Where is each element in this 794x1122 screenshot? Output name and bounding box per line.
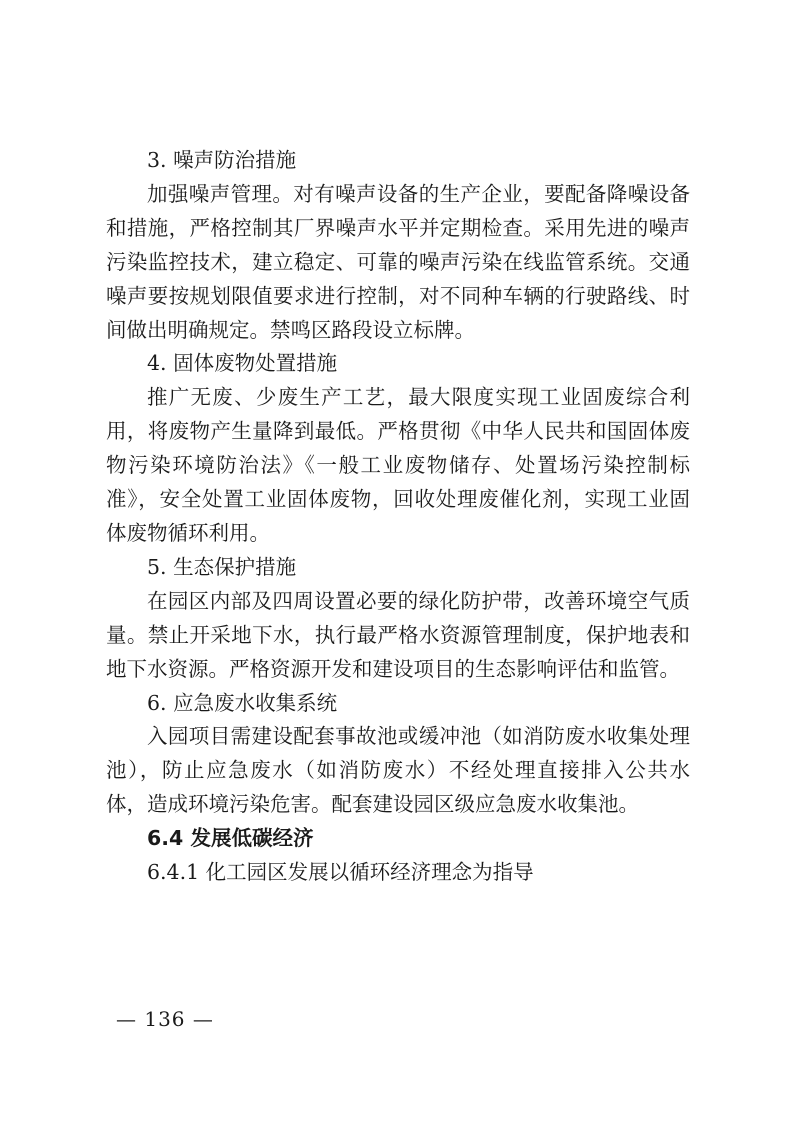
paragraph-solid-waste-measures: 推广无废、少废生产工艺，最大限度实现工业固废综合利用，将废物产生量降到最低。严格贯彻《中华人民共和国固体废物污染环境防治法》《一般工业废物储存、处置场污染控制标准》，安全处置工业固体废物，回收处理废催化剂，实现工业固体废物循环利用。 bbox=[106, 385, 690, 545]
heading-emergency-wastewater: 6. 应急废水收集系统 bbox=[147, 690, 338, 715]
page-number: — 136 — bbox=[116, 1007, 214, 1031]
subsection-heading-circular-economy: 6.4.1 化工园区发展以循环经济理念为指导 bbox=[147, 860, 534, 885]
heading-noise-measures: 3. 噪声防治措施 bbox=[147, 148, 297, 172]
paragraph-noise-measures: 加强噪声管理。对有噪声设备的生产企业，要配备降噪设备和措施，严格控制其厂界噪声水平并定期检查。采用先进的噪声污染监控技术，建立稳定、可靠的噪声污染在线监管系统。交通噪声要按规划限值要求进行控制，对不同种车辆的行驶路线、时间做出明确规定。禁鸣区路段设立标牌。 bbox=[106, 181, 690, 342]
document-body bbox=[106, 144, 690, 890]
heading-solid-waste-measures: 4. 固体废物处置措施 bbox=[147, 351, 338, 376]
paragraph-emergency-wastewater: 入园项目需建设配套事故池或缓冲池（如消防废水收集处理池），防止应急废水（如消防废水）不经处理直接排入公共水体，造成环境污染危害。配套建设园区级应急废水收集池。 bbox=[106, 724, 690, 817]
paragraph-ecological-protection: 在园区内部及四周设置必要的绿化防护带，改善环境空气质量。禁止开采地下水，执行最严格水资源管理制度，保护地表和地下水资源。严格资源开发和建设项目的生态影响评估和监管。 bbox=[106, 588, 690, 681]
heading-ecological-protection: 5. 生态保护措施 bbox=[147, 554, 297, 579]
section-heading-low-carbon: 6.4 发展低碳经济 bbox=[147, 826, 314, 851]
